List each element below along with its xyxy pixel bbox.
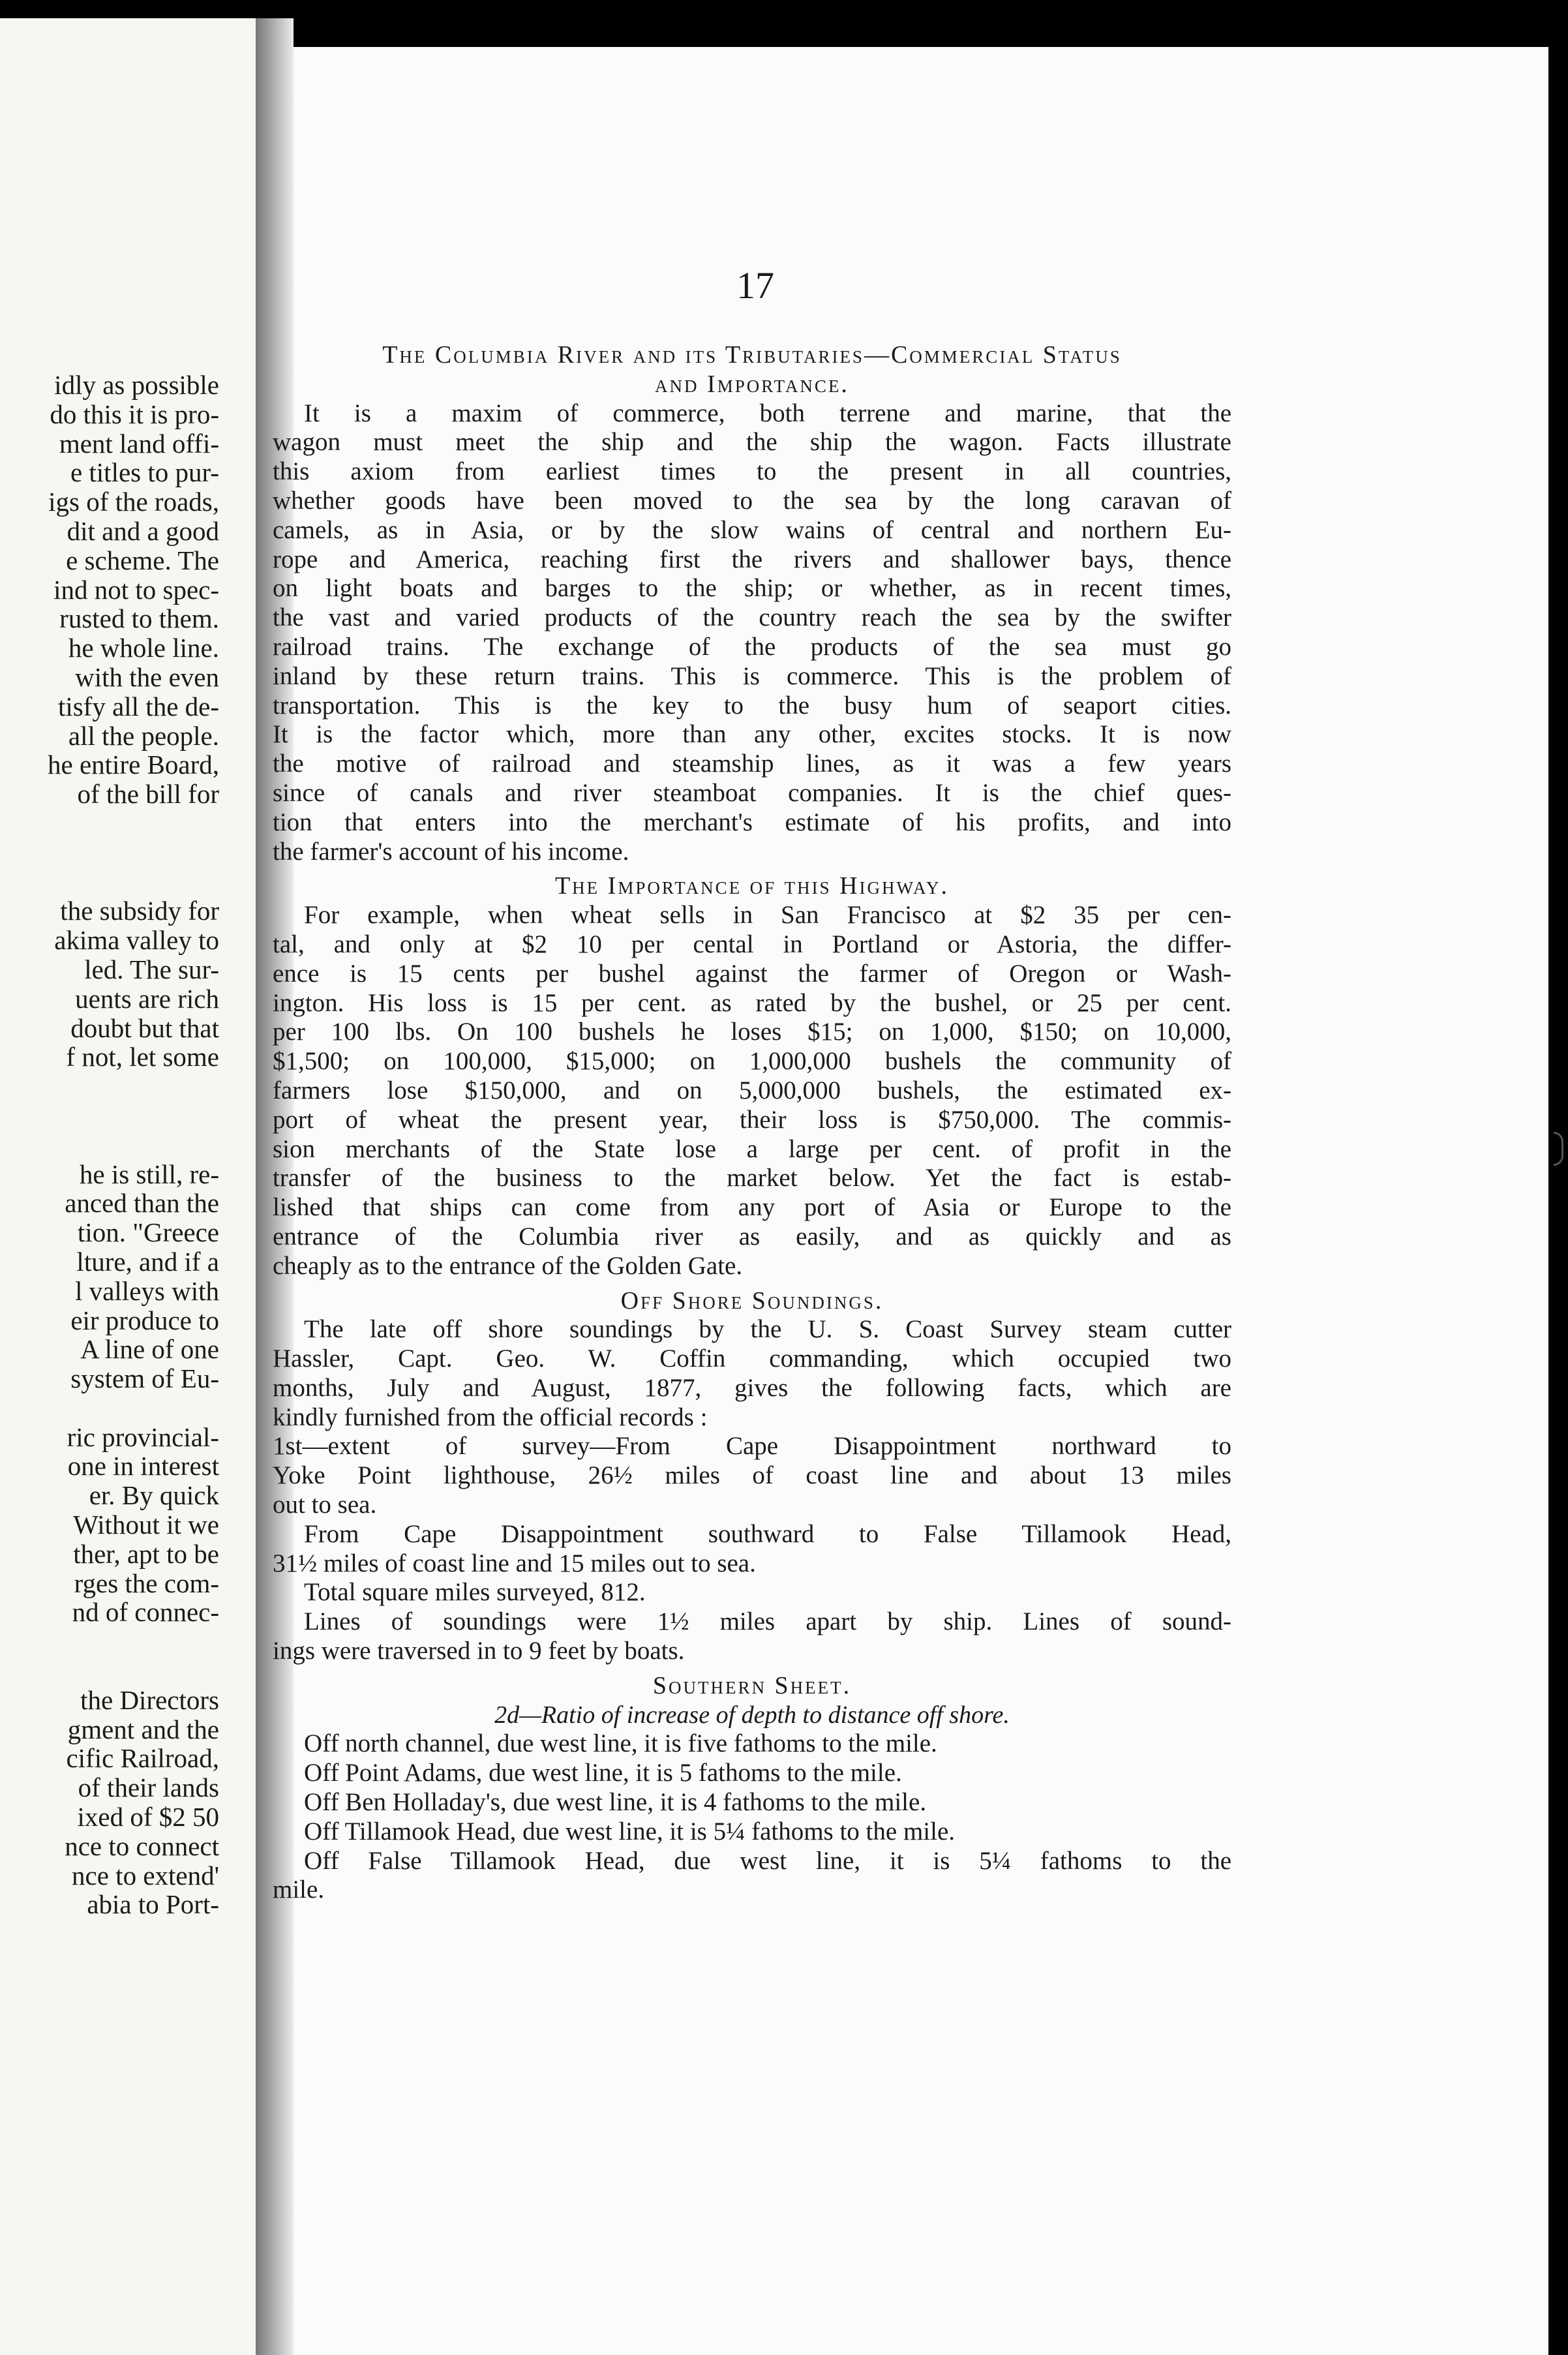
text-line: Off Point Adams, due west line, it is 5 fathoms to the mile. — [304, 1759, 902, 1787]
section-body-southern-sheet — [273, 1729, 1231, 1905]
left-column-line: f not, let some — [66, 1042, 219, 1072]
left-column-line: doubt but that — [70, 1012, 219, 1043]
section-subheading-ratio — [273, 1701, 1231, 1730]
text-line: port of wheat the present year, their loss is $750,000. The commis- — [273, 1105, 1231, 1134]
text-line: Total square miles surveyed, 812. — [304, 1578, 646, 1607]
left-column-line: do this it is pro- — [50, 399, 219, 429]
left-column-line: the Directors — [80, 1684, 219, 1715]
text-line: out to sea. — [273, 1491, 377, 1519]
text-line: From Cape Disappointment southward to False Tillamook Head, — [304, 1519, 1231, 1548]
left-column-line: rusted to them. — [59, 603, 219, 634]
left-column-line: A line of one — [80, 1334, 219, 1365]
left-column-line: uents are rich — [75, 983, 219, 1014]
section-heading-columbia: The Columbia River and its Tributaries—Commercial Status — [382, 341, 1122, 369]
text-line: tion that enters into the merchant's estimate of his profits, and into — [273, 808, 1231, 836]
section-heading-importance: The Importance of this Highway. — [554, 872, 950, 900]
text-line: The late off shore soundings by the U. S. Coast Survey steam cutter — [304, 1315, 1231, 1344]
left-column-line: nd of connec- — [72, 1597, 219, 1628]
text-line: since of canals and river steamboat companies. It is the chief ques- — [273, 778, 1231, 807]
section-heading-columbia-cont: and Importance. — [655, 370, 849, 398]
left-column-line: tisfy all the de- — [57, 691, 219, 722]
text-line: transfer of the business to the market below. Yet the fact is estab- — [273, 1164, 1231, 1193]
left-column-line: Without it we — [73, 1510, 219, 1540]
left-column-line: anced than the — [65, 1188, 219, 1219]
text-line: the motive of railroad and steamship lines, as it was a few years — [273, 750, 1231, 778]
text-line: farmers lose $150,000, and on 5,000,000 bushels, the estimated ex- — [273, 1076, 1231, 1104]
text-line: lished that ships can come from any port of Asia or Europe to the — [273, 1193, 1231, 1222]
left-column-line — [0, 1101, 219, 1131]
text-line: Off north channel, due west line, it is five fathoms to the mile. — [304, 1729, 937, 1758]
text-line: ington. His loss is 15 per cent. as rated by the bushel, or 25 per cent. — [273, 988, 1231, 1017]
text-line: whether goods have been moved to the sea by the long caravan of — [273, 486, 1231, 515]
text-line: this axiom from earliest times to the present in all countries, — [273, 457, 1231, 486]
left-column-text — [0, 371, 219, 1919]
subheading-text: 2d—Ratio of increase of depth to distance off shore. — [494, 1701, 1010, 1729]
section-heading-southern-sheet: Southern Sheet. — [652, 1671, 852, 1699]
section-body-columbia — [273, 399, 1231, 867]
text-line: cheaply as to the entrance of the Golden Gate. — [273, 1251, 743, 1280]
left-column-line: dit and a good — [67, 515, 219, 546]
left-column-line: he whole line. — [68, 633, 219, 663]
left-column-line: tion. "Greece — [77, 1217, 219, 1248]
left-column-line: eir produce to — [70, 1305, 219, 1335]
text-line: ings were traversed in to 9 feet by boats. — [273, 1637, 685, 1665]
left-column-line: nce to connect — [65, 1831, 219, 1861]
left-column-line: idly as possible — [54, 370, 219, 400]
left-column-line: with the even — [75, 661, 219, 692]
left-column-line: ther, apt to be — [73, 1538, 219, 1569]
left-page — [0, 18, 256, 2355]
left-column-line — [0, 1393, 219, 1423]
text-line: Yoke Point lighthouse, 26½ miles of coast line and about 13 miles — [273, 1461, 1231, 1490]
text-line: Off Ben Holladay's, due west line, it is 4 fathoms to the mile. — [304, 1788, 927, 1817]
text-line: the vast and varied products of the country reach the sea by the swifter — [273, 603, 1231, 632]
left-column-line — [0, 1627, 219, 1656]
left-column-line: rges the com- — [74, 1568, 219, 1598]
left-column-line: all the people. — [68, 720, 219, 751]
left-column-line: ixed of $2 50 — [77, 1802, 219, 1832]
section-body-soundings — [273, 1315, 1231, 1666]
left-column-line: er. By quick — [89, 1480, 219, 1511]
left-column-line: of their lands — [78, 1772, 219, 1803]
text-line: Off False Tillamook Head, due west line, it is 5¼ fathoms to the — [304, 1846, 1231, 1875]
text-line: Lines of soundings were 1½ miles apart by ship. Lines of sound- — [304, 1607, 1231, 1636]
left-column-line: of the bill for — [77, 779, 219, 810]
left-column-line: one in interest — [67, 1451, 219, 1481]
text-line: 31½ miles of coast line and 15 miles out to sea. — [273, 1549, 756, 1577]
left-column-line: ment land offi- — [59, 428, 219, 459]
text-line: ence is 15 cents per bushel against the farmer of Oregon or Wash- — [273, 959, 1231, 988]
left-column-line: e scheme. The — [66, 545, 219, 575]
left-column-line: l valleys with — [75, 1275, 219, 1306]
text-line: inland by these return trains. This is commerce. This is the problem of — [273, 661, 1231, 690]
text-line: It is a maxim of commerce, both terrene and marine, that the — [304, 399, 1231, 427]
text-line: $1,500; on 100,000, $15,000; on 1,000,000 bushels the community of — [273, 1047, 1231, 1076]
text-line: months, July and August, 1877, gives the following facts, which are — [273, 1373, 1231, 1402]
left-column-line: system of Eu- — [70, 1363, 219, 1394]
left-column-line: the subsidy for — [60, 896, 219, 926]
left-column-line — [0, 868, 219, 897]
left-column-line — [0, 1131, 219, 1160]
text-line: sion merchants of the State lose a large per cent. of profit in the — [273, 1134, 1231, 1163]
left-column-line: gment and the — [67, 1714, 219, 1744]
page-number: 17 — [736, 264, 774, 307]
left-column-line: he is still, re- — [79, 1159, 219, 1189]
left-column-line: lture, and if a — [76, 1246, 219, 1277]
text-line: tal, and only at $2 10 per cental in Portland or Astoria, the differ- — [273, 930, 1231, 958]
section-body-importance — [273, 901, 1231, 1281]
text-line: camels, as in Asia, or by the slow wains of central and northern Eu- — [273, 515, 1231, 544]
left-column-line: cific Railroad, — [66, 1743, 219, 1774]
text-line: kindly furnished from the official records : — [273, 1403, 708, 1431]
text-line: the farmer's account of his income. — [273, 837, 629, 866]
left-column-line: akima valley to — [54, 925, 219, 956]
left-column-line: nce to extend' — [72, 1860, 219, 1891]
left-column-line — [0, 1656, 219, 1686]
text-line: 1st—extent of survey—From Cape Disappointment northward to — [273, 1432, 1231, 1461]
left-column-line: he entire Board, — [48, 750, 219, 780]
text-line: transportation. This is the key to the busy hum of seaport cities. — [273, 691, 1231, 720]
text-line: entrance of the Columbia river as easily, and as quickly and as — [273, 1222, 1231, 1251]
text-line: It is the factor which, more than any other, excites stocks. It is now — [273, 720, 1231, 749]
text-line: rope and America, reaching first the rivers and shallower bays, thence — [273, 545, 1231, 573]
left-column-line: ind not to spec- — [53, 574, 219, 605]
left-column-line — [0, 1072, 219, 1101]
margin-mark — [1554, 1132, 1563, 1166]
left-column-line: led. The sur- — [84, 954, 219, 984]
text-line: per 100 lbs. On 100 bushels he loses $15; on 1,000, $150; on 10,000, — [273, 1018, 1231, 1046]
text-line: on light boats and barges to the ship; or whether, as in recent times, — [273, 574, 1231, 603]
text-line: wagon must meet the ship and the ship the wagon. Facts illustrate — [273, 428, 1231, 457]
left-column-line: abia to Port- — [87, 1889, 219, 1920]
text-line: mile. — [273, 1876, 325, 1904]
text-line: For example, when wheat sells in San Francisco at $2 35 per cen- — [304, 901, 1231, 930]
text-line: Hassler, Capt. Geo. W. Coffin commanding, which occupied two — [273, 1345, 1231, 1373]
text-line: railroad trains. The exchange of the products of the sea must go — [273, 632, 1231, 661]
text-line: Off Tillamook Head, due west line, it is 5¼ fathoms to the mile. — [304, 1817, 956, 1846]
left-column-line — [0, 838, 219, 868]
left-column-line — [0, 809, 219, 838]
left-column-line: igs of the roads, — [48, 487, 219, 517]
left-column-line: ric provincial- — [67, 1421, 219, 1452]
section-heading-soundings: Off Shore Soundings. — [620, 1286, 884, 1314]
left-column-line: e titles to pur- — [70, 457, 219, 488]
